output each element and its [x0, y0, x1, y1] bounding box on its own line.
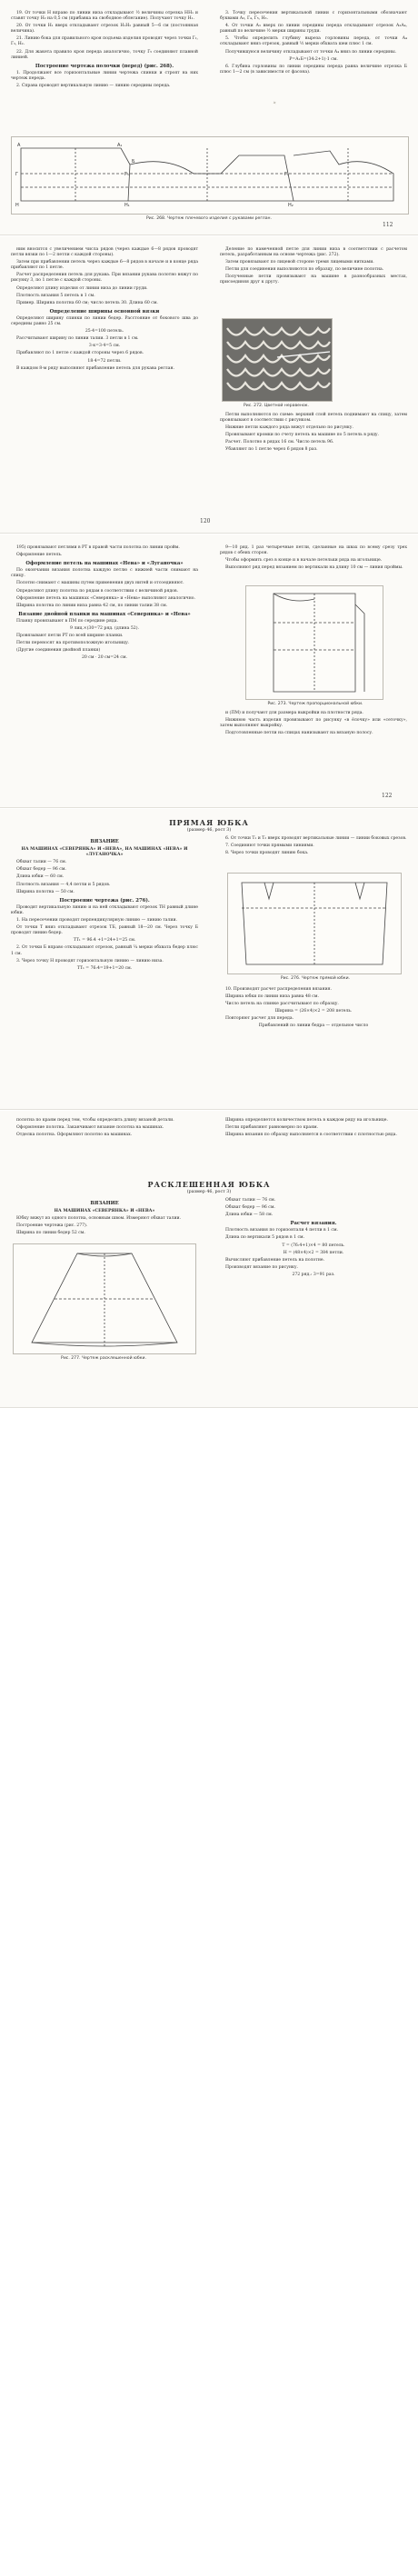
point-label: Б — [132, 159, 135, 165]
paragraph: Прибавляют по 1 петле с каждой стороны через 6 рядов. — [16, 351, 144, 356]
paragraph: Ширина юбки по линии низа равна 48 см. — [225, 994, 319, 1000]
paragraph: Оформление петель на машинах «Северянка» и «Нева» выполняют аналогично. — [16, 595, 196, 601]
paragraph: Получившуюся величину откладывают от точки А₄ вниз по линии середины. — [225, 49, 397, 55]
section-heading: Расчет вязания. — [290, 1221, 337, 1227]
paragraph: Расчет распределения петель для рукава. При вязании рукава полотно вяжут по рисунку 3, по 1 петле с каждой стороны. — [11, 273, 198, 284]
page-2-right-column-lower — [220, 413, 407, 455]
pattern-figure-277 — [13, 1243, 196, 1354]
knit-stitch-image — [223, 319, 332, 401]
page-4-right-column-lower — [220, 987, 407, 1032]
paragraph: Рассчитывают ширину по линии талии. 3 петли в 1 см. — [16, 336, 139, 342]
paragraph: (Другие соединения двойной планки) — [16, 648, 101, 654]
page-5-left-column — [11, 1198, 198, 1238]
section-heading: Оформление петель на машинах «Нева» и «Луганочка» — [25, 561, 184, 567]
measurement: Обхват бедер — 96 см. — [16, 867, 66, 873]
paragraph: 19. От точки Н вправо по линии низа откладывают ½ величины отрезка НН₁ и ставят точку Н₂ на 0,5 см (прибавка на свободное облегание). Получают точку Н₁. — [11, 11, 198, 22]
page-3-right-column — [220, 545, 407, 573]
paragraph: 6. Глубина горловины по линии середины переда равна величине отрезка Б плюс 1—2 см (в зависимости от фасона). — [220, 64, 407, 75]
pattern-drawing — [228, 874, 401, 973]
point-label: Н — [15, 203, 19, 208]
section-heading: ВЯЗАНИЕ — [90, 839, 119, 844]
paragraph: Нижние петли каждого ряда вяжут отдельно по рисунку. — [225, 425, 353, 431]
page-5-right-column — [220, 1198, 407, 1280]
section-heading: Построение чертежа (рис. 276). — [59, 897, 150, 904]
point-label: Г₂ — [284, 172, 290, 177]
section-heading: НА МАШИНАХ «СЕВЕРЯНКА» И «НЕВА» — [54, 1209, 155, 1214]
page-5-top-right-column — [220, 1118, 407, 1140]
figure-caption: Рис. 276. Чертеж прямой юбки. — [280, 976, 351, 981]
formula: Ширина = (26×4)×2 = 208 петель. — [274, 1009, 353, 1014]
paragraph: Производят вязание по рисунку. — [225, 1264, 299, 1270]
formula: 20 см · 20 см=24 см. — [81, 655, 128, 661]
point-label: Н₁ — [124, 203, 130, 208]
paragraph: Чтобы оформить срез в конце и в начале петельки ряда на игольнице. — [225, 558, 383, 564]
page-4 — [0, 809, 418, 1110]
pattern-figure-273 — [245, 585, 383, 700]
page-1-right-column — [220, 11, 407, 77]
paragraph: Пример. Ширина полотна 60 см; число петель 30. Длина 60 см. — [16, 300, 158, 305]
page-3-right-column-lower — [220, 711, 407, 738]
formula: 18·4=72 петли. — [87, 358, 122, 364]
paragraph: От точки Т вниз откладывают отрезок ТБ, равный 18—20 см. Через точку Б проводят линию бедер. — [11, 925, 198, 936]
watermark-stamp: ✦ — [271, 99, 279, 107]
paragraph: Оформление петель. — [16, 553, 63, 558]
figure-caption: Рис. 273. Чертеж пропорциональной юбки. — [267, 702, 363, 706]
paragraph: Убавляют по 1 петле через 6 рядов 8 раз. — [225, 447, 318, 453]
paragraph: 8. Через точки проводят линию бока. — [225, 851, 309, 856]
knit-stitch-photo — [222, 318, 333, 402]
paragraph: 1. На пересечении проводят перпендикулярную линию — линию талии. — [16, 918, 177, 924]
paragraph: Вычисляют прибавление петель на полотне. — [225, 1257, 325, 1263]
paragraph: и (ПМ) и получают для размера выкройки на плотности ряда. — [225, 711, 363, 715]
formula: ТТ₁ = 96:4 +1=24+1=25 см. — [73, 938, 136, 944]
paragraph: Длина по вертикали 5 рядов в 1 см. — [225, 1235, 305, 1241]
measurement: Обхват талии — 76 см. — [16, 860, 67, 865]
section-heading: ВЯЗАНИЕ — [90, 1201, 119, 1206]
section-title: РАСКЛЕШЕННАЯ ЮБКА — [147, 1180, 271, 1189]
paragraph: Проводят вертикальную линию и на ней откладывают отрезок ТН равный длине юбки. — [11, 904, 198, 915]
paragraph: Ширина по линии бедер 52 см. — [16, 1231, 85, 1236]
blank-area — [0, 1409, 418, 2576]
paragraph: Плотность вязания 5 петель в 1 см. — [16, 293, 95, 298]
paragraph: Ширина определяется количеством петель в каждом ряду на игольнице. — [225, 1118, 388, 1123]
pattern-figure-268 — [11, 136, 409, 215]
pattern-drawing — [246, 586, 383, 699]
paragraph: Повторяют расчет для переда. — [225, 1016, 294, 1022]
paragraph: Петли для соединения выполняются по образцу, по величине полотна. — [225, 267, 384, 273]
paragraph: Плотность вязания по горизонтали 4 петли в 1 см. — [225, 1228, 339, 1233]
formula: 3·к=3·4=5 см. — [88, 344, 121, 349]
paragraph: 22. Для жакета правило кроя переда аналогично, точку Г₅ соединяют плавной линией. — [11, 49, 198, 60]
paragraph: 2. Справа проводят вертикальную линию — линию середины переда. — [16, 84, 171, 89]
figure-caption: Рис. 268. Чертеж плечевого изделия с рукавами реглан. — [146, 216, 272, 221]
paragraph: 1. Продолжают все горизонтальные линии чертежа спинки и строят на них чертеж переда. — [11, 70, 198, 81]
paragraph: 21. Линию бока для правильного кроя подъема изделия проводят через точки Г₂, Г₃, Н₂. — [11, 36, 198, 47]
paragraph: Определяют ширину спинки по линии бедер. Расстояние от бокового шва до середины равно 25 см. — [11, 315, 198, 327]
section-heading: Построение чертежа полочки (перед) (рис. 268). — [35, 63, 174, 69]
paragraph: 6. От точки Т₁ и Т₂ вверх проводят вертикальные линии — линии боковых срезов. — [225, 836, 407, 841]
point-label: А — [17, 143, 21, 148]
formula: Н = (48×4)×2 = 384 петли. — [283, 1250, 344, 1255]
paragraph: Полотно снимают с машины путем применения двух нитей и отсоединяют. — [16, 581, 184, 586]
paragraph: Оформление полотна. Заканчивают вязание полотна на машинах. — [16, 1125, 164, 1131]
paragraph: 10. Производят расчет распределения вязания. — [225, 987, 332, 992]
section-title: ПРЯМАЯ ЮБКА — [169, 818, 249, 827]
paragraph: 3. Через точку Н проводят горизонтальную линию — линию низа. — [16, 958, 164, 964]
paragraph: Петли прибавляют равномерно по краям. — [225, 1125, 319, 1131]
page-5-header — [11, 1178, 407, 1197]
formula: 272 ряд.: 3=91 раз. — [292, 1272, 335, 1277]
paragraph: Провязывают кромки по счету петель на машине по 5 петель в ряду. — [225, 433, 380, 438]
page-1 — [0, 0, 418, 235]
paragraph: Юбку вяжут из одного полотна, основным швом. Измеряют обхват талии. — [16, 1216, 182, 1222]
page-3-left-column — [11, 545, 198, 664]
page-number: 112 — [383, 222, 393, 228]
page-4-header — [11, 816, 407, 835]
paragraph: 2. От точки Б вправо откладывают отрезок, равный ¼ мерки обхвата бедер плюс 1 см. — [11, 945, 198, 956]
page-5-top-left-column — [11, 1118, 198, 1140]
page-2-left-column — [11, 247, 198, 374]
paragraph: 195) провязывают петлями в РТ в правой части полотна по линии пройм. — [16, 545, 180, 550]
formula: Т = (76:4+1)×4 = 80 петель. — [282, 1243, 345, 1248]
pattern-drawing — [12, 137, 408, 214]
paragraph: полотна по краям перед тем, чтобы определить длину вязаной детали. — [16, 1118, 174, 1123]
formula: ТТ₁ = 76:4=19+1=20 см. — [76, 965, 133, 971]
measurement: Обхват талии — 76 см. — [225, 1198, 276, 1203]
page-3 — [0, 534, 418, 808]
paragraph: Деление по намеченной петле для линии низа в соответствии с расчетом петель, разработанным на основе чертежа (рис. 272). — [220, 247, 407, 258]
page-4-right-column — [220, 836, 407, 858]
paragraph: Число петель на спинке рассчитывают по образцу. — [225, 1002, 339, 1007]
page-2 — [0, 236, 418, 534]
formula: 9 лиц.×(30=72 ряд. (длина 52). — [70, 626, 139, 632]
paragraph: Подготовленные петли на спицах нанизывают на вязаную полосу. — [225, 731, 373, 736]
page-2-right-column — [220, 247, 407, 288]
paragraph: Определяют длину изделия от линии низа до линии груди. — [16, 285, 148, 291]
paragraph: Провязывают петли РТ по всей ширине планки. — [16, 634, 124, 639]
formula: Прибавлений по линии бедра — отдельное число — [258, 1023, 369, 1029]
measurement: Длина юбки — 60 см. — [16, 874, 65, 880]
paragraph: Петли выполняются по схеме: верхний слой петель поднимают на спицу, затем провязывают в соответствии с рисунком. — [220, 413, 407, 424]
paragraph: Построение чертежа (рис. 277). — [16, 1223, 88, 1229]
measurement: Длина юбки — 58 см. — [225, 1213, 274, 1218]
section-heading: НА МАШИНАХ «СЕВЕРЯНКА» И «НЕВА», НА МАШИНАХ «НЕВА» И «ЛУГАНОЧКА» — [21, 847, 188, 858]
page-number: 122 — [382, 793, 393, 799]
paragraph: 4. От точки А₃ вверх по линии середины переда откладывают отрезок А₃А₄, равный по величине ½ мерки ширины груди. — [220, 24, 407, 35]
page-4-left-column — [11, 836, 198, 973]
figure-caption: Рис. 277. Чертеж расклешенной юбки. — [61, 1356, 146, 1361]
paragraph: Полученные петли провязывают на машине в разнообразных местах, присоединяя друг к другу. — [220, 275, 407, 285]
paragraph: Выполняют ряд перед вязанием по вертикали на длину 10 см — линия проймы. — [225, 565, 403, 571]
paragraph: 20. От точки Н₁ вверх откладывают отрезок Н₁Н₂ равный 5—6 см (постоянная величина). — [11, 24, 198, 35]
formula: 25·4=100 петель. — [85, 329, 124, 334]
paragraph: Затем при прибавлении петель через каждые 6—8 рядов в начале и в конце ряда прибавляют по 1 петле. — [11, 260, 198, 271]
paragraph: Отделка полотна. Оформляют полотно на машинах. — [16, 1133, 133, 1138]
measurement: Ширина полотна — 50 см. — [16, 889, 75, 894]
point-label: А₁ — [117, 143, 123, 148]
pattern-drawing — [14, 1244, 195, 1353]
paragraph: Затем провязывают по лицевой стороне тремя лицевыми нитками. — [225, 260, 374, 265]
paragraph: Планку провязывают в ПМ по середине ряда. — [16, 618, 118, 624]
point-label: Г₁ — [124, 172, 130, 177]
pattern-figure-276 — [227, 873, 402, 974]
paragraph: 5. Чтобы определить глубину выреза горловины переда, от точки А₄ откладывают вниз отрезок, равный ½ мерки обхвата шеи плюс 1 см. — [220, 36, 407, 47]
paragraph: ним вносится с увеличением числа рядов (через каждые 6—8 рядов проводят петли вязки по 1—2 петли с каждой стороны). — [11, 247, 198, 258]
figure-caption: Рис. 272. Цветной неравенок. — [243, 404, 310, 408]
paragraph: В каждом 8-м ряду выполняют прибавление петель для рукава реглан. — [16, 365, 174, 371]
point-label: Г — [15, 172, 19, 177]
formula: Р=А₁Б=(34:2+1)·1 см. — [289, 56, 338, 62]
measurement: Плотность вязания — 4,4 петли и 5 рядов. — [16, 882, 111, 887]
point-label: Н₂ — [288, 203, 294, 208]
paragraph: Определяют длину полотна по рядам в соответствии с величиной рядов. — [16, 588, 178, 594]
paragraph: Петли переносят на противоположную игольницу. — [16, 641, 130, 646]
section-subtitle: (размер 46, рост 3) — [186, 828, 232, 833]
section-heading: Вязание двойной планки на машинах «Северянка» и «Нева» — [18, 611, 191, 617]
paragraph: 9—10 ряд. 1 раз четыречные петли, сделанные на швах по всему срезу трех рядов с обеих сторон. — [220, 545, 407, 556]
section-subtitle: (размер 46, рост 3) — [186, 1190, 232, 1194]
paragraph: 7. Соединяют точки прямыми линиями. — [225, 844, 314, 849]
measurement: Обхват бедер — 96 см. — [225, 1205, 275, 1211]
page-5 — [0, 1111, 418, 1408]
page-number: 120 — [200, 518, 211, 524]
paragraph: По окончании вязания полотна каждую петлю с нижней части снимают на спицу. — [11, 568, 198, 579]
paragraph: Нижнюю часть изделия провязывают по рисунку «в ёлочку» или «сеточку», затем выполняют выкройку. — [220, 718, 407, 729]
section-heading: Определение ширины основной вязки — [49, 308, 160, 315]
paragraph: Ширина полотна по линии низа равна 42 см, по линии талии 38 см. — [16, 603, 168, 608]
paragraph: 3. Точку пересечения вертикальной линии с горизонтальными обозначают буквами А₃, Г₄, Г₅, Н₃. — [220, 11, 407, 22]
paragraph: Расчет. Полотно в рядах 16 см. Число петель 96. — [225, 440, 334, 445]
paragraph: Ширина вязания по образцу выполняется в соответствии с плотностью ряда. — [225, 1133, 397, 1138]
page-1-left-column — [11, 11, 198, 91]
